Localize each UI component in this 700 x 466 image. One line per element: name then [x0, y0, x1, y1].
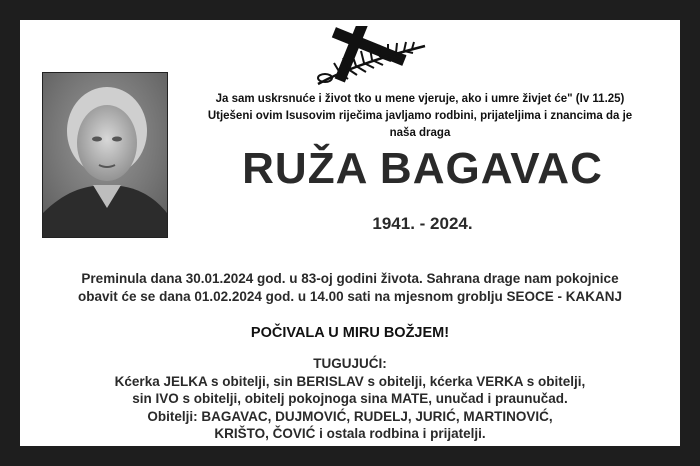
mourners-heading: TUGUJUĆI:: [313, 356, 387, 371]
rest-in-peace: POČIVALA U MIRU BOŽJEM!: [250, 325, 450, 341]
life-years: 1941. - 2024.: [372, 214, 473, 233]
announcement-line-1: Preminula dana 30.01.2024 god. u 83-oj godini života. Sahrana drage nam pokojnice: [81, 271, 619, 286]
mourners-line-3: Obitelji: BAGAVAC, DUJMOVIĆ, RUDELJ, JURIĆ, MARTINOVIĆ,: [147, 408, 553, 424]
obituary-card: [20, 20, 680, 446]
verse-line-2: Utješeni ovim Isusovim riječima javljamo rodbini, prijateljima i znancima da je naša draga: [207, 110, 633, 139]
mourners-line-2: sin IVO s obitelji, obitelj pokojnoga sina MATE, unučad i praunučad.: [132, 391, 568, 406]
deceased-name: RUŽA BAGAVAC: [242, 144, 603, 193]
portrait-photo: [42, 72, 168, 238]
announcement-line-2: obavit će se dana 01.02.2024 god. u 14.00 sati na mjesnom groblju SEOCE - KAKANJ: [78, 289, 622, 304]
verse-line-1: Ja sam uskrsnuće i život tko u mene vjeruje, ako i umre živjet će" (Iv 11.25): [215, 93, 625, 105]
mourners-list: [40, 355, 660, 443]
scripture-verse: [200, 91, 640, 142]
cross-with-palm-icon: [300, 26, 430, 86]
death-announcement: [40, 270, 660, 306]
mourners-line-1: Kćerka JELKA s obitelji, sin BERISLAV s obitelji, kćerka VERKA s obitelji,: [114, 373, 586, 389]
mourners-line-4: KRIŠTO, ČOVIĆ i ostala rodbina i prijatelji.: [214, 426, 486, 441]
